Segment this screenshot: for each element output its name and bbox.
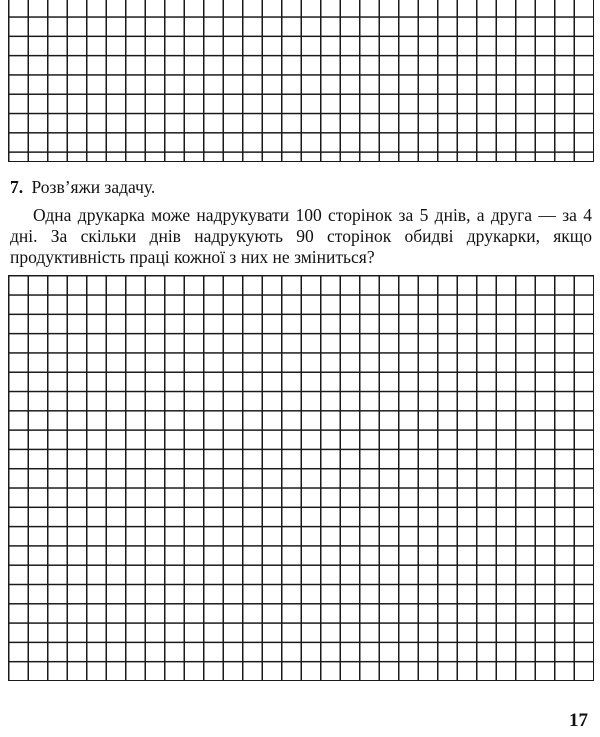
answer-grid <box>8 275 594 681</box>
problem-paragraph: Одна друкарка може надрукувати 100 сторінок за 5 днів, а друга — за 4 дні. За скільки днів надрукують 90 сторінок обидві друкарки, якщо продуктивність праці кожної з них не зміниться? <box>10 205 592 267</box>
page-number: 17 <box>569 710 588 731</box>
task-instruction: Розв’яжи задачу. <box>31 177 156 197</box>
task-number: 7. <box>10 177 24 197</box>
answer-grid-previous-task <box>8 0 594 162</box>
task-problem-text <box>10 205 592 268</box>
task-heading <box>10 177 155 197</box>
